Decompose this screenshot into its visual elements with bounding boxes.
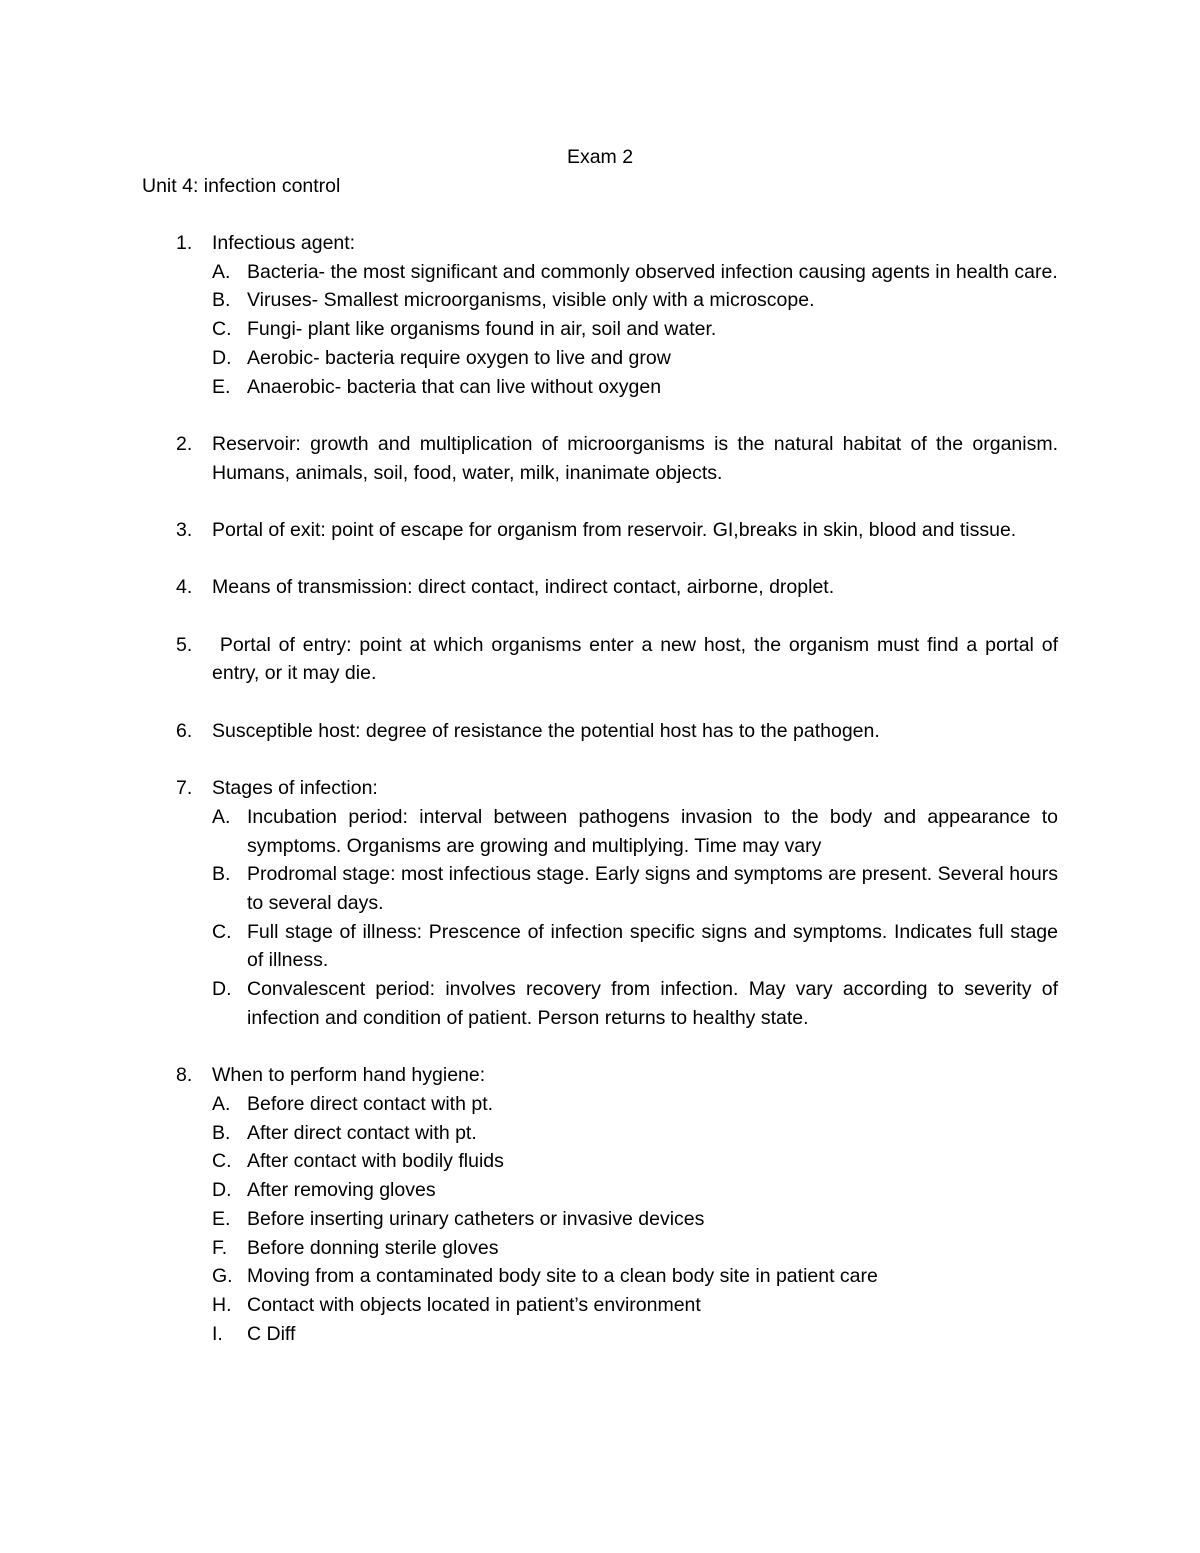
item-text: Means of transmission: direct contact, indirect contact, airborne, droplet. xyxy=(212,576,835,599)
sub-item xyxy=(212,1320,1058,1349)
sub-item xyxy=(212,373,1058,402)
item-text: Infectious agent: xyxy=(212,232,356,254)
sub-item-text: After contact with bodily fluids xyxy=(247,1150,504,1173)
item-number: 7. xyxy=(176,777,193,800)
sub-item-text: Contact with objects located in patient’s environment xyxy=(247,1293,701,1316)
sub-item-text: Before direct contact with pt. xyxy=(247,1092,494,1115)
sub-item-text: Anaerobic- bacteria that can live without oxygen xyxy=(247,375,662,398)
item-number: 4. xyxy=(176,576,193,599)
sub-item-text: C Diff xyxy=(247,1322,296,1345)
item-text: Portal of entry: point at which organisms enter a new host, the organism must find a portal of entry, or it may die. xyxy=(212,633,1064,685)
sub-item xyxy=(212,1291,1058,1320)
list-item xyxy=(142,430,1058,487)
item-text: Reservoir: growth and multiplication of microorganisms is the natural habitat of the organism. Humans, animals, soil, food, water, milk, inanimate objects. xyxy=(212,432,1058,484)
sub-item xyxy=(212,258,1058,287)
list-item xyxy=(142,1061,1058,1348)
sub-item xyxy=(212,918,1058,975)
unit-heading: Unit 4: infection control xyxy=(142,175,341,197)
sub-item xyxy=(212,1262,1058,1291)
sub-item-text: Convalescent period: involves recovery from infection. May vary according to severity of infection and condition of patient. Person returns to healthy state. xyxy=(247,978,1058,1029)
numbered-list xyxy=(142,229,1064,1377)
sub-item xyxy=(212,1147,1058,1176)
sub-item-letter: G. xyxy=(212,1265,233,1288)
item-text: Portal of exit: point of escape for organism from reservoir. GI,breaks in skin, blood and tissue. xyxy=(212,519,1017,541)
sub-item-letter: H. xyxy=(212,1293,232,1316)
sub-item-letter: I. xyxy=(212,1322,223,1345)
sub-item xyxy=(212,315,1058,344)
item-number: 2. xyxy=(176,432,193,455)
list-item xyxy=(142,516,1058,545)
sub-item-letter: C. xyxy=(212,318,232,341)
sub-item-letter: B. xyxy=(212,289,231,312)
item-number: 6. xyxy=(176,719,193,742)
sub-item xyxy=(212,803,1058,860)
sub-item-text: After removing gloves xyxy=(247,1179,436,1202)
sub-item xyxy=(212,1176,1058,1205)
list-item xyxy=(142,631,1064,688)
sub-item-letter: D. xyxy=(212,346,232,369)
sub-item-text: After direct contact with pt. xyxy=(247,1121,477,1144)
sub-item xyxy=(212,975,1058,1032)
item-text: Susceptible host: degree of resistance the potential host has to the pathogen. xyxy=(212,719,880,742)
sub-item xyxy=(212,1205,1058,1234)
sub-item-text: Incubation period: interval between pathogens invasion to the body and appearance to symptoms. Organisms are growing and multiplying. Time may vary xyxy=(247,805,1058,857)
sub-item xyxy=(212,860,1058,917)
sub-item-text: Prodromal stage: most infectious stage. Early signs and symptoms are present. Several hours to several days. xyxy=(247,863,1058,915)
sub-item-letter: E. xyxy=(212,375,231,398)
list-item xyxy=(142,717,1058,746)
sub-item-letter: A. xyxy=(212,260,231,283)
list-item xyxy=(142,573,1058,602)
sub-item-text: Bacteria- the most significant and commonly observed infection causing agents in health care. xyxy=(247,260,1058,283)
sub-item-letter: B. xyxy=(212,863,231,886)
sub-item-text: Before inserting urinary catheters or invasive devices xyxy=(247,1207,705,1230)
item-text: Stages of infection: xyxy=(212,777,378,800)
sub-item-letter: A. xyxy=(212,805,231,828)
sub-item-text: Aerobic- bacteria require oxygen to live and grow xyxy=(247,346,671,369)
sub-item-letter: C. xyxy=(212,920,232,943)
sub-item xyxy=(212,1234,1058,1263)
sub-item-text: Fungi- plant like organisms found in air, soil and water. xyxy=(247,318,717,341)
sub-item-text: Before donning sterile gloves xyxy=(247,1236,499,1259)
sub-item xyxy=(212,1119,1058,1148)
sub-item xyxy=(212,344,1058,373)
page-title: Exam 2 xyxy=(566,146,634,168)
sub-item-letter: E. xyxy=(212,1207,231,1230)
sub-item-text: Moving from a contaminated body site to a clean body site in patient care xyxy=(247,1265,878,1288)
sub-item-text: Full stage of illness: Prescence of infection specific signs and symptoms. Indicates full stage of illness. xyxy=(247,920,1058,972)
item-number: 8. xyxy=(176,1064,193,1087)
sub-item xyxy=(212,1090,1058,1119)
list-item xyxy=(142,229,1058,401)
sub-item-letter: B. xyxy=(212,1121,231,1144)
sub-item-letter: C. xyxy=(212,1150,232,1173)
sub-item-letter: D. xyxy=(212,1179,232,1202)
sub-item-letter: D. xyxy=(212,978,232,1001)
item-number: 5. xyxy=(176,633,193,656)
sub-item-letter: A. xyxy=(212,1092,231,1115)
sub-item xyxy=(212,286,1058,315)
sub-item-text: Viruses- Smallest microorganisms, visible only with a microscope. xyxy=(247,289,815,312)
sub-item-letter: F. xyxy=(212,1236,228,1259)
item-number: 3. xyxy=(176,519,193,541)
item-text: When to perform hand hygiene: xyxy=(212,1064,486,1087)
list-item xyxy=(142,774,1058,1032)
item-number: 1. xyxy=(176,232,193,254)
